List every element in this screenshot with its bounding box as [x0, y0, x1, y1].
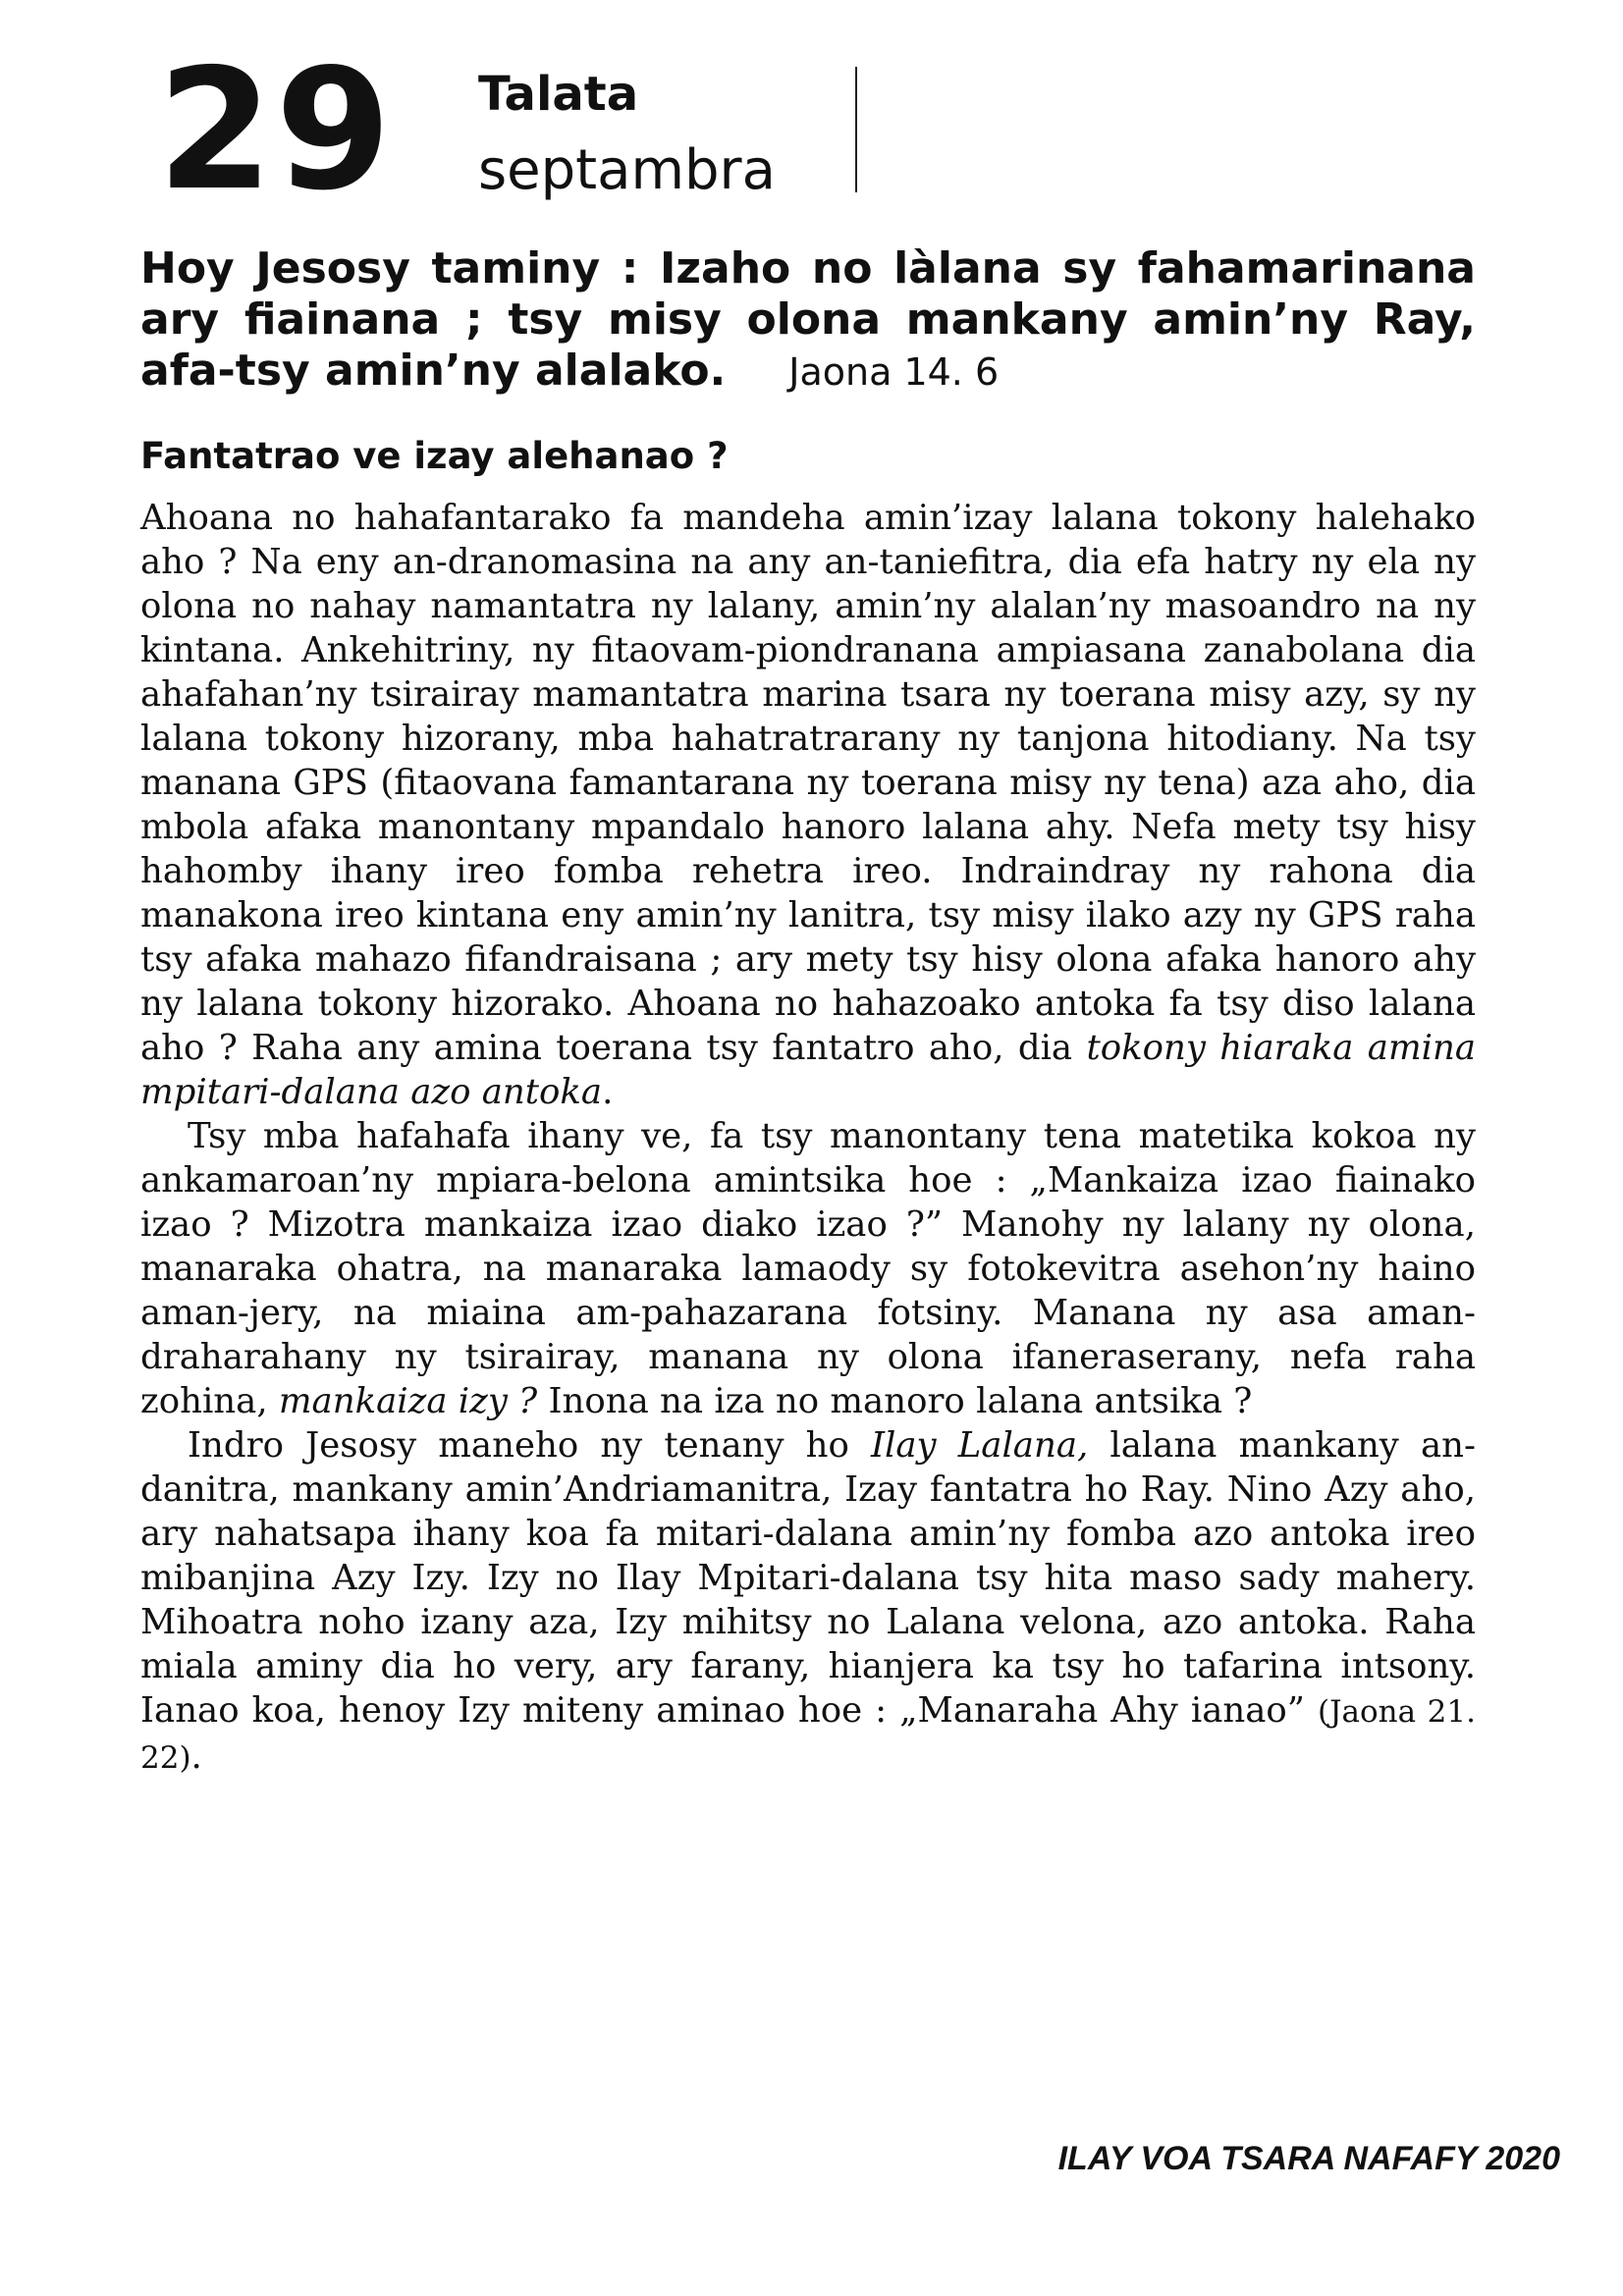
paragraph-2-emphasis: mankaiza izy ?: [278, 1381, 538, 1421]
paragraph-2: [140, 1114, 1476, 1423]
paragraph-3-text-b: lalana mankany an-danitra, mankany amin’Andriamanitra, Izay fantatra ho Ray. Nino Azy aho, ary nahatsapa ihany koa fa mitari-dalana amin’ny fomba azo antoka ireo mibanjina Azy Izy. Izy no Ilay Mpitari-dalana tsy hita maso sady mahery. Mihoatra noho izany aza, Izy mihitsy no Lalana velona, azo antoka. Raha miala aminy dia ho very, ary farany, hianjera ka tsy ho tafarina intsony. Ianao koa, henoy Izy miteny aminao hoe : „Manaraha Ahy ianao”: [140, 1425, 1476, 1731]
header-divider: [855, 67, 857, 192]
day-number: 29: [157, 33, 394, 228]
paragraph-1-text: Ahoana no hahafantarako fa mandeha amin’izay lalana tokony halehako aho ? Na eny an-dranomasina na any an-taniefitra, dia efa hatry ny ela ny olona no nahay namantatra ny lalany, amin’ny alalan’ny masoandro na ny kintana. Ankehitriny, ny fitaovam-piondranana ampiasana zanabolana dia ahafahan’ny tsirairay mamantatra marina tsara ny toerana misy azy, sy ny lalana tokony hizorany, mba hahatratrarany ny tanjona hitodiany. Na tsy manana GPS (fitaovana famantarana ny toerana misy ny tena) aza aho, dia mbola afaka manontany mpandalo hanoro lalana ahy. Nefa mety tsy hisy hahomby ihany ireo fomba rehetra ireo. Indraindray ny rahona dia manakona ireo kintana eny amin’ny lanitra, tsy misy ilako azy ny GPS raha tsy afaka mahazo fifandraisana ; ary mety tsy hisy olona afaka hanoro ahy ny lalana tokony hizorako. Ahoana no hahazoako antoka fa tsy diso lalana aho ? Raha any amina toerana tsy fantatro aho, dia: [140, 498, 1476, 1068]
devotional-body: [140, 496, 1476, 1781]
paragraph-1: [140, 496, 1476, 1114]
month: septambra: [478, 138, 776, 202]
weekday: Talata: [478, 67, 639, 122]
paragraph-3-emphasis: Ilay Lalana,: [871, 1425, 1089, 1466]
paragraph-3-end: .: [190, 1736, 202, 1777]
verse-text: Hoy Jesosy taminy : Izaho no làlana sy fahamarinana ary fiainana ; tsy misy olona mankany amin’ny Ray, afa-tsy amin’ny alalako.: [140, 243, 1476, 396]
paragraph-1-end: .: [602, 1072, 614, 1112]
paragraph-3: [140, 1423, 1476, 1781]
paragraph-3-text: Indro Jesosy maneho ny tenany ho: [188, 1425, 872, 1466]
paragraph-1-emphasis: tokony hiaraka amina mpitari-dalana azo antoka: [140, 1028, 1476, 1112]
devotional-title: Fantatrao ve izay alehanao ?: [140, 435, 729, 477]
verse-reference: Jaona 14. 6: [788, 350, 1000, 394]
daily-verse: [140, 243, 1476, 398]
paragraph-2-end: Inona na iza no manoro lalana antsika ?: [537, 1381, 1253, 1421]
paragraph-3-reference: (Jaona 21. 22): [140, 1694, 1476, 1776]
paragraph-2-text: Tsy mba hafahafa ihany ve, fa tsy manontany tena matetika kokoa ny ankamaroan’ny mpiara-belona amintsika hoe : „Mankaiza izao fiainako izao ? Mizotra mankaiza izao diako izao ?” Manohy ny lalany ny olona, manaraka ohatra, na manaraka lamaody sy fotokevitra asehon’ny haino aman-jery, na miaina am-pahazarana fotsiny. Manana ny asa amandraharahany ny tsirairay, manana ny olona ifaneraserany, nefa raha zohina,: [140, 1116, 1476, 1421]
publication-footer: ILAY VOA TSARA NAFAFY 2020: [1057, 2140, 1560, 2177]
